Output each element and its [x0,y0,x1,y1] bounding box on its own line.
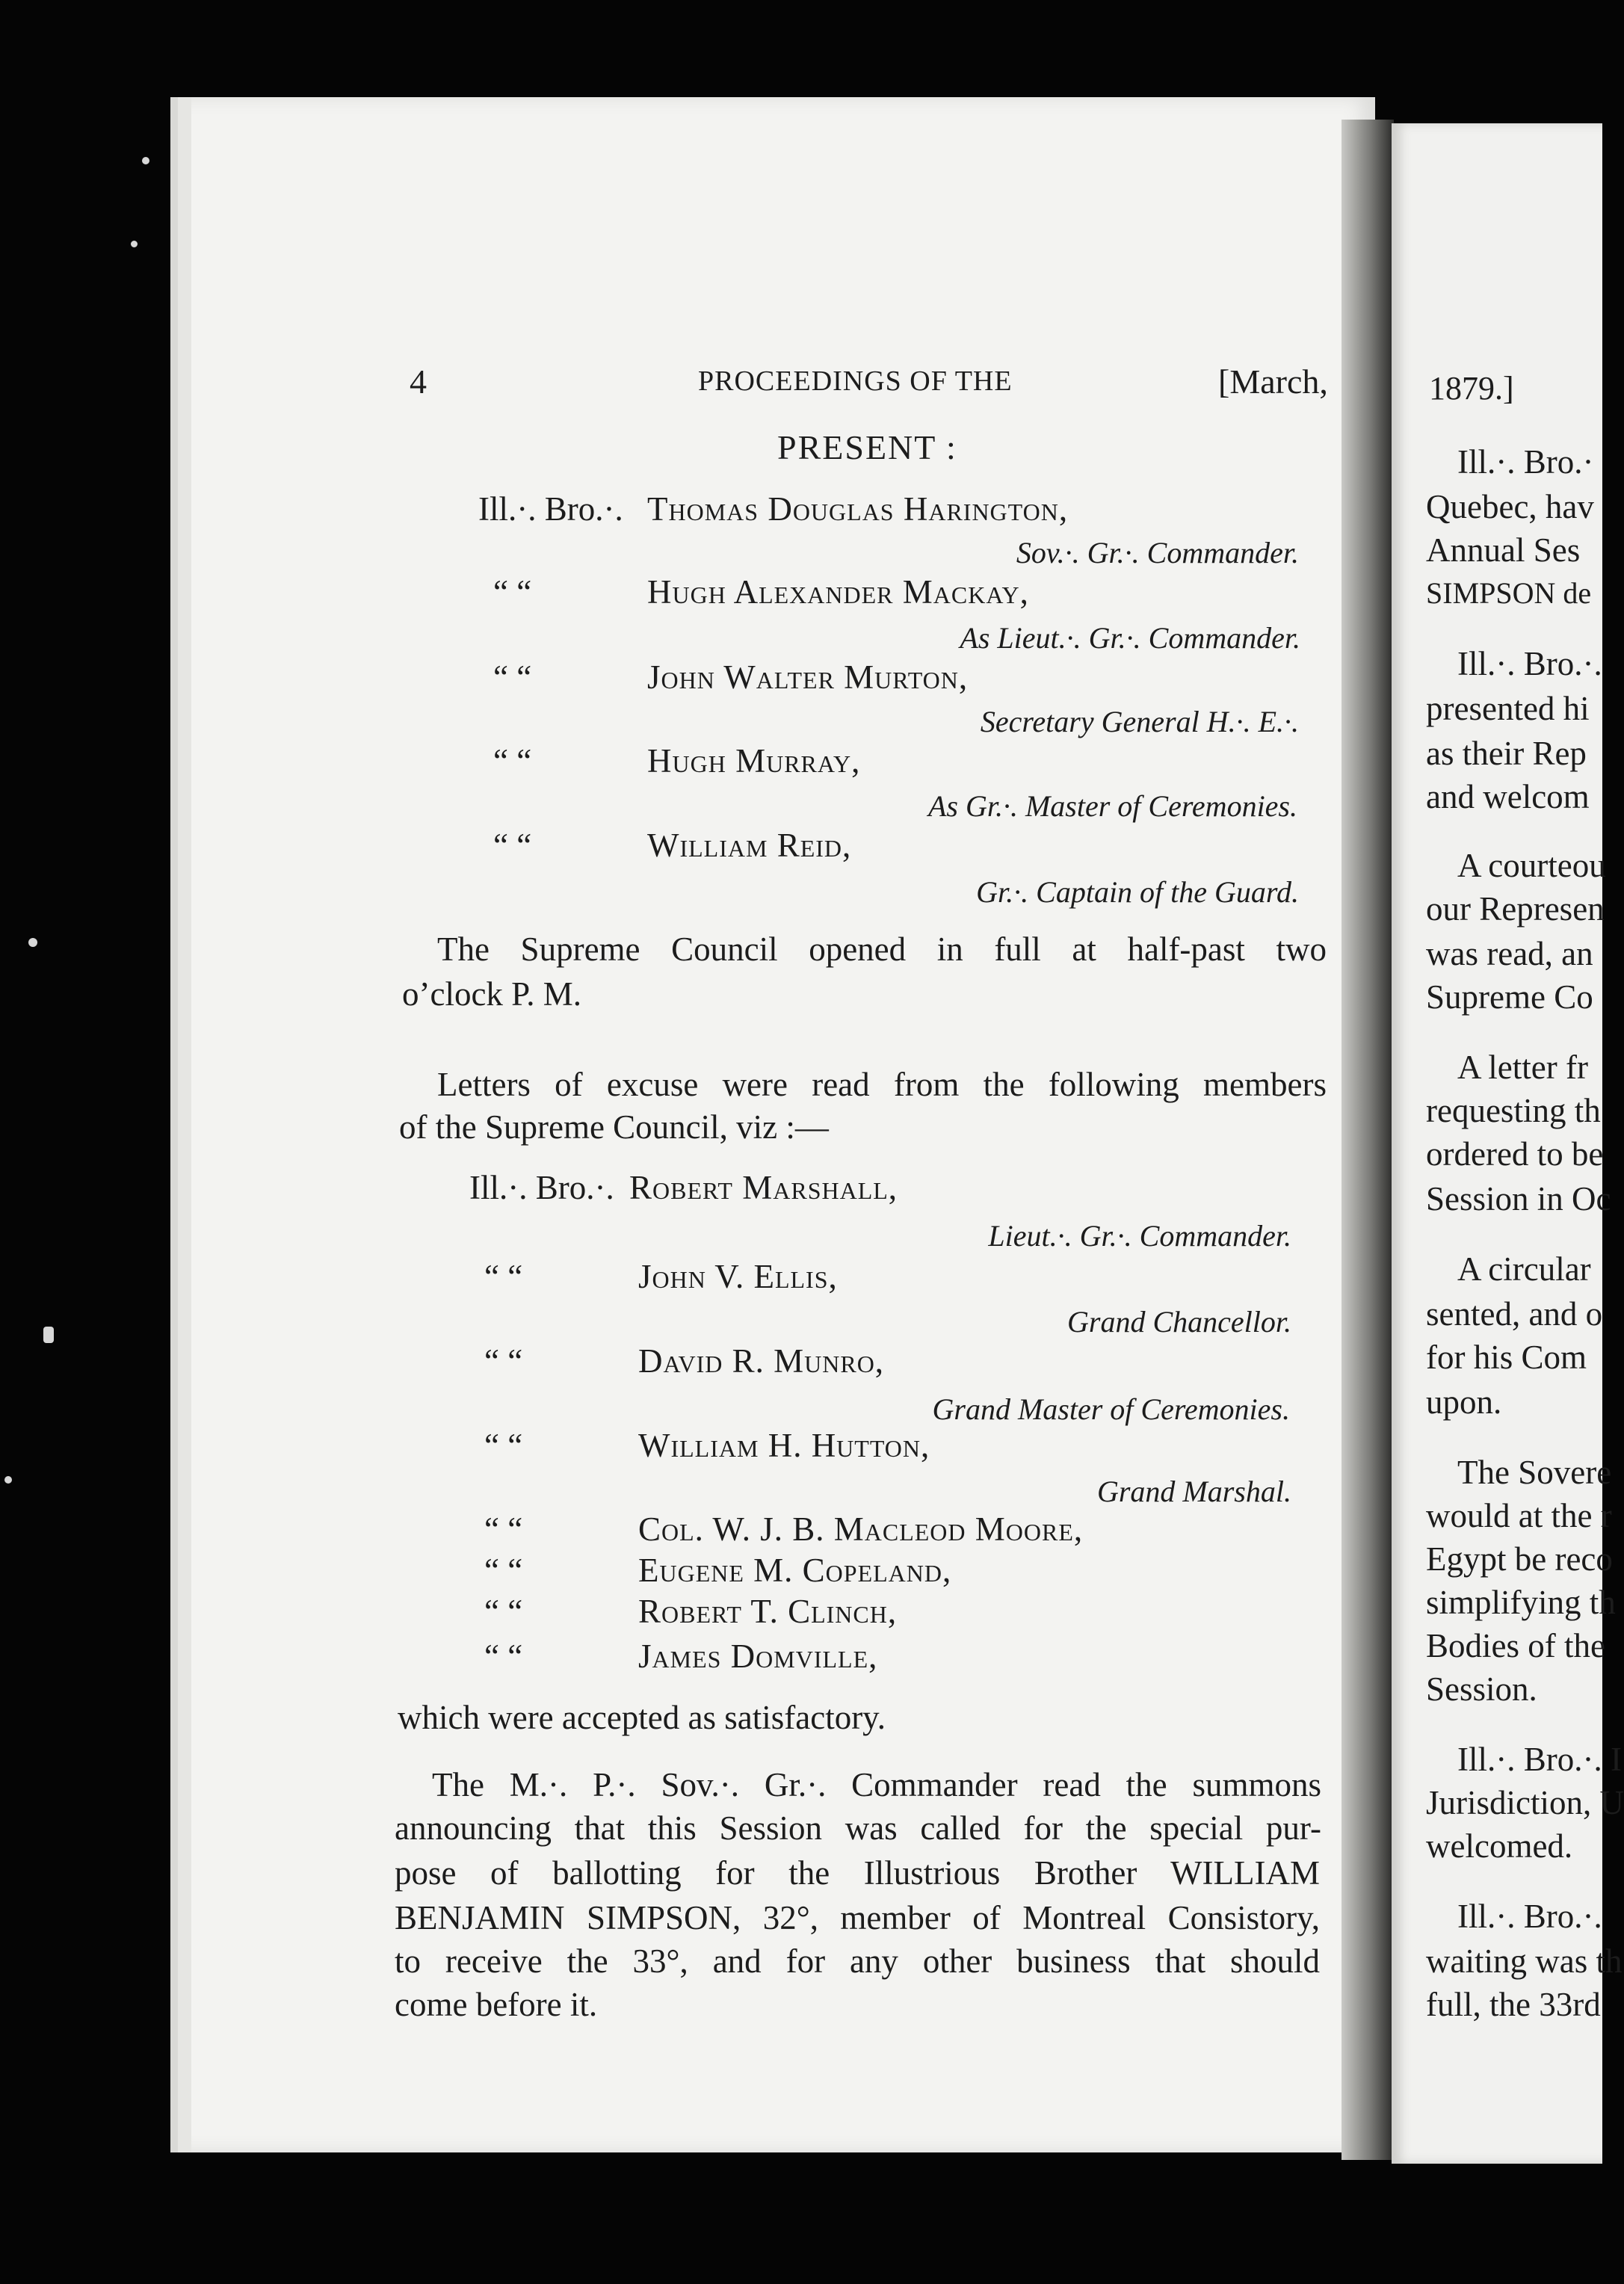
ditto-marks: “ “ [493,658,532,696]
attendee-title: Sov.·. Gr.·. Commander. [1016,536,1299,570]
right-page-line: The Sovere [1457,1454,1612,1491]
right-page-line: full, the 33rd [1426,1986,1601,2023]
attendee-name: William Reid, [647,827,852,864]
right-page-line: Annual Ses [1426,531,1581,569]
ditto-marks: “ “ [484,1638,523,1675]
right-page-line: ordered to be [1426,1135,1604,1173]
right-page-line: A circular [1457,1250,1591,1288]
right-page-line: Bodies of the [1426,1627,1605,1664]
excused-name: David R. Munro, [638,1342,885,1380]
attendee-title: Gr.·. Captain of the Guard. [976,875,1299,909]
right-page-line: Jurisdiction, U [1426,1784,1624,1821]
right-page-line: would at the r [1426,1497,1612,1534]
right-page-line: SIMPSON de [1426,576,1592,610]
right-page-line: Ill.·. Bro.· [1457,443,1594,481]
ditto-marks: “ “ [493,742,532,780]
right-page-line: Session in Oc [1426,1180,1611,1217]
paragraph-line: come before it. [395,1986,598,2023]
excused-name: John V. Ellis, [638,1258,838,1295]
right-page-line: Ill.·. Bro.·. [1457,1898,1602,1935]
ditto-marks: “ “ [484,1258,523,1295]
excused-name: Robert Marshall, [629,1169,898,1206]
paragraph-line: BENJAMIN SIMPSON, 32°, member of Montreal Consistory, [395,1899,1320,1936]
excused-name: Robert T. Clinch, [638,1593,898,1630]
dust-speck [4,1476,12,1484]
right-page-line: upon. [1426,1383,1502,1421]
excused-title: Lieut.·. Gr.·. Commander. [988,1219,1291,1253]
ditto-marks: “ “ [484,1427,523,1464]
paragraph-line: of the Supreme Council, viz :— [399,1108,829,1146]
excused-title: Grand Chancellor. [1067,1305,1291,1339]
right-page-line: requesting th [1426,1092,1601,1129]
attendee-name: John Walter Murton, [647,658,969,696]
excused-name: William H. Hutton, [638,1427,930,1464]
attendee-name: Thomas Douglas Harington, [647,490,1069,528]
right-page-line: Egypt be reco [1426,1540,1613,1578]
attendee-name: Hugh Murray, [647,742,861,780]
right-page-line: Quebec, hav [1426,488,1594,525]
right-page-line: Ill.·. Bro.·. I [1457,1741,1622,1778]
excused-title: Grand Master of Ceremonies. [932,1392,1290,1426]
right-page-line: sented, and o [1426,1295,1603,1333]
attendee-title: As Lieut.·. Gr.·. Commander. [960,621,1300,655]
dust-speck [142,157,149,164]
attendee-title: As Gr.·. Master of Ceremonies. [927,789,1297,823]
right-page-line: our Represen [1426,890,1605,928]
excused-name: James Domville, [638,1638,878,1675]
ditto-marks: “ “ [484,1342,523,1380]
paragraph-line: which were accepted as satisfactory. [398,1699,886,1736]
dust-speck [131,241,138,247]
paragraph-line: Letters of excuse were read from the following members [437,1066,1327,1103]
paragraph-line: pose of ballotting for the Illustrious Brother WILLIAM [395,1854,1320,1892]
attendee-title: Secretary General H.·. E.·. [980,705,1299,738]
paragraph-line: o’clock P. M. [402,975,581,1013]
page-number: 4 [410,362,427,401]
present-heading: PRESENT : [777,428,957,466]
right-page-line: A letter fr [1457,1049,1588,1086]
excused-name: Col. W. J. B. Macleod Moore, [638,1510,1084,1548]
right-page-line: and welcom [1426,778,1590,815]
running-head: PROCEEDINGS OF THE [698,365,1013,397]
excused-title: Grand Marshal. [1096,1475,1291,1508]
book-gutter [1342,120,1394,2160]
right-page-line: presented hi [1426,690,1590,727]
ditto-marks: “ “ [493,573,532,611]
ditto-marks: “ “ [493,827,532,864]
ditto-marks: “ “ [484,1593,523,1630]
right-page-line: for his Com [1426,1339,1587,1376]
attendee-prefix: Ill.·. Bro.·. [478,490,623,528]
paragraph-line: The M.·. P.·. Sov.·. Gr.·. Commander read the summons [432,1766,1321,1803]
right-page-line: Ill.·. Bro.·. [1457,645,1602,682]
running-date: [March, [1218,362,1328,401]
right-page-line: simplifying th [1426,1584,1616,1621]
right-page-line: waiting was th [1426,1942,1623,1980]
right-page-line: Session. [1426,1670,1537,1708]
right-running-date: 1879.] [1429,370,1514,407]
paragraph-line: The Supreme Council opened in full at half-past two [437,930,1327,968]
paragraph-line: announcing that this Session was called for the special pur- [395,1809,1321,1847]
ditto-marks: “ “ [484,1510,523,1548]
paragraph-line: to receive the 33°, and for any other business that should [395,1942,1320,1980]
dust-speck [43,1327,54,1343]
right-page-line: A courteou [1457,847,1606,884]
dust-speck [28,938,37,947]
right-page-line: was read, an [1426,935,1593,972]
excused-name: Eugene M. Copeland, [638,1552,952,1589]
attendee-name: Hugh Alexander Mackay, [647,573,1029,611]
excused-prefix: Ill.·. Bro.·. [469,1169,614,1206]
right-page-line: as their Rep [1426,735,1587,772]
ditto-marks: “ “ [484,1552,523,1589]
right-page-line: Supreme Co [1426,978,1593,1016]
right-page-line: welcomed. [1426,1827,1573,1865]
